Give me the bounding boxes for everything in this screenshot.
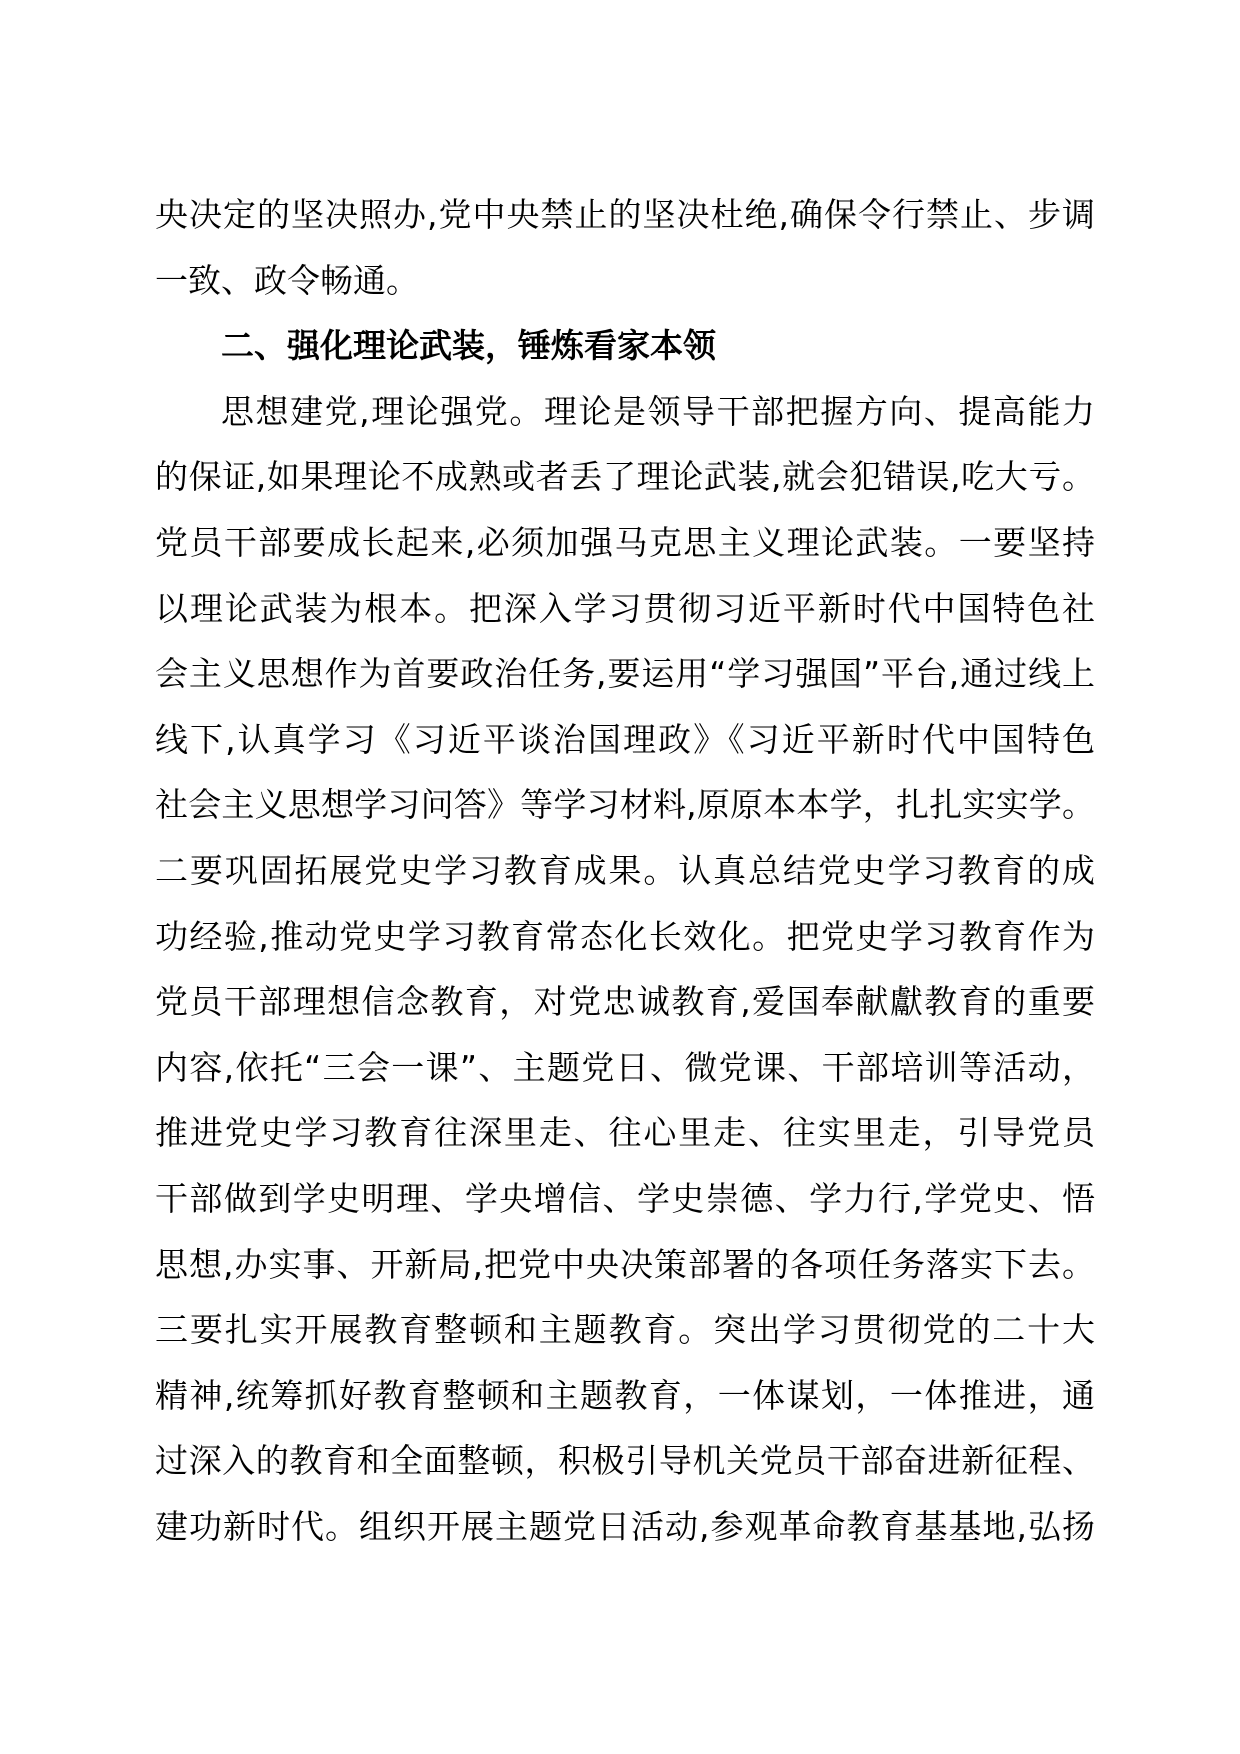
paragraph-line: 过深入的教育和全面整顿，积极引导机关党员干部奋进新征程、 — [155, 1441, 1095, 1481]
paragraph-line: 精神,统筹抓好教育整顿和主题教育，一体谋划，一体推进，通 — [155, 1375, 1095, 1415]
paragraph-line: 思想,办实事、开新局,把党中央决策部署的各项任务落实下去。 — [155, 1244, 1095, 1284]
paragraph-line: 党员干部理想信念教育，对党忠诚教育,爱国奉献獻教育的重要 — [155, 982, 1095, 1022]
paragraph-line: 社会主义思想学习问答》等学习材料,原原本本学，扎扎实实学。 — [155, 785, 1095, 825]
paragraph-line: 三要扎实开展教育整顿和主题教育。突出学习贯彻党的二十大 — [155, 1310, 1095, 1350]
paragraph-line: 内容,依托“三会一课”、主题党日、微党课、干部培训等活动， — [155, 1047, 1095, 1087]
paragraph-line: 党员干部要成长起来,必须加强马克思主义理论武装。一要坚持 — [155, 522, 1095, 562]
paragraph-line: 线下,认真学习《习近平谈治国理政》《习近平新时代中国特色 — [155, 719, 1095, 759]
paragraph-line: 会主义思想作为首要政治任务,要运用“学习强国”平台,通过线上 — [155, 654, 1095, 694]
paragraph-line: 思想建党,理论强党。理论是领导干部把握方向、提高能力 — [221, 391, 1095, 431]
paragraph-line: 建功新时代。组织开展主题党日活动,参观革命教育基基地,弘扬 — [155, 1506, 1095, 1546]
paragraph-line: 的保证,如果理论不成熟或者丢了理论武装,就会犯错误,吃大亏。 — [155, 457, 1095, 497]
paragraph-line: 央决定的坚决照办,党中央禁止的坚决杜绝,确保令行禁止、步调 — [155, 195, 1095, 234]
paragraph-line: 二要巩固拓展党史学习教育成果。认真总结党史学习教育的成 — [155, 850, 1095, 890]
paragraph-line: 功经验,推动党史学习教育常态化长效化。把党史学习教育作为 — [155, 916, 1095, 956]
paragraph-line: 一致、政令畅通。 — [155, 260, 419, 300]
paragraph-line: 推进党史学习教育往深里走、往心里走、往实里走，引导党员 — [155, 1113, 1095, 1153]
paragraph-line: 以理论武装为根本。把深入学习贯彻习近平新时代中国特色社 — [155, 588, 1095, 628]
body-text — [155, 182, 1095, 1559]
paragraph-line: 干部做到学史明理、学央增信、学史崇德、学力行,学党史、悟 — [155, 1178, 1095, 1218]
section-heading: 二、强化理论武装，锤炼看家本领 — [221, 326, 716, 366]
